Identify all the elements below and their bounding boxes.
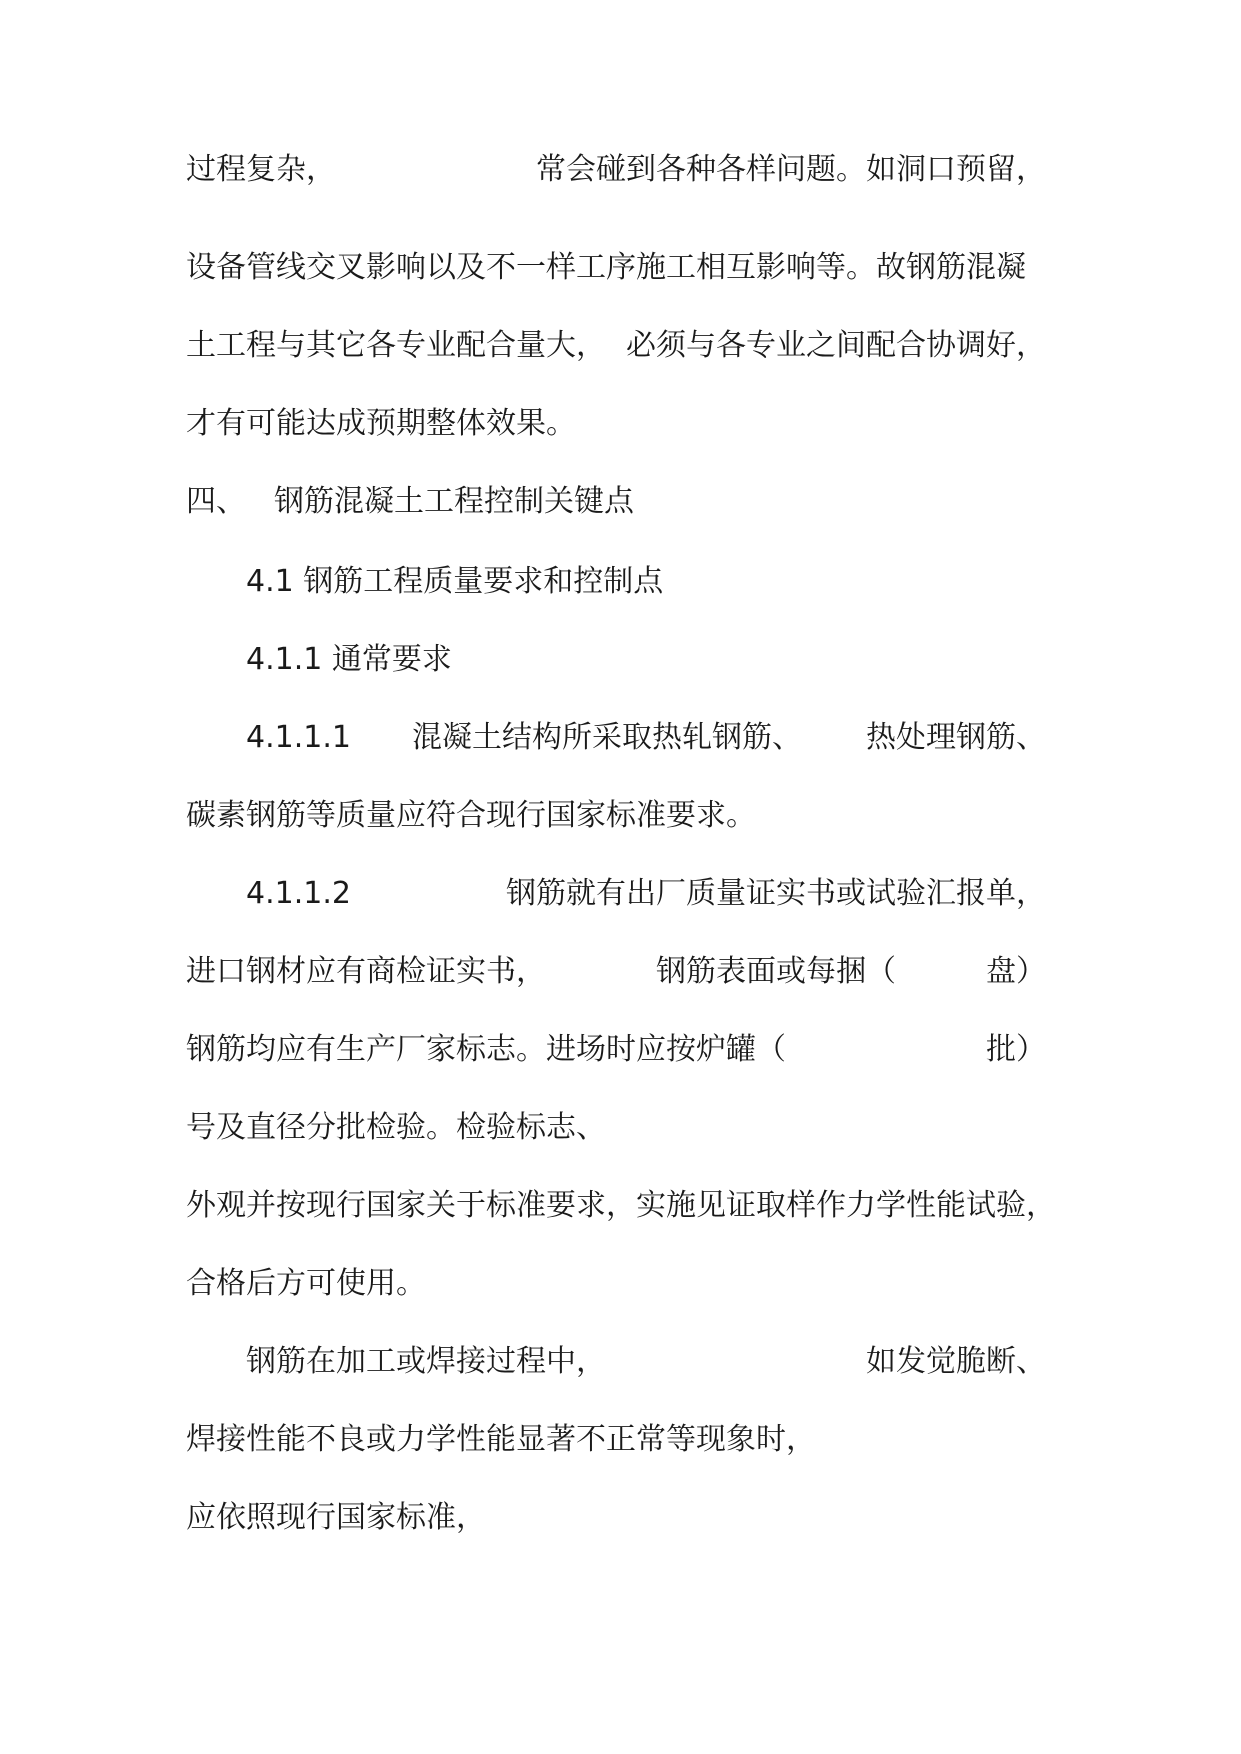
text-segment: 号及直径分批检验。检验标志、	[186, 1110, 606, 1145]
text-segment: 土工程与其它各专业配合量大，	[186, 328, 606, 363]
subsection-heading	[246, 562, 663, 602]
text-segment: 设备管线交叉影响以及不一样工序施工相互影响等。故钢筋混凝	[186, 250, 1026, 285]
text-segment: 4.1.1 通常要求	[246, 642, 452, 677]
clause-number: 4.1.1.1	[246, 720, 351, 755]
text-segment: 钢筋均应有生产厂家标志。进场时应按炉罐（	[186, 1032, 786, 1067]
text-line	[186, 796, 756, 836]
text-segment: 焊接性能不良或力学性能显著不正常等现象时，	[186, 1422, 816, 1457]
text-segment: 必须与各专业之间配合协调好，	[626, 328, 1046, 363]
text-line	[186, 1264, 426, 1304]
section-number: 四、	[186, 484, 246, 519]
text-segment: 实施见证取样作力学性能试验，	[636, 1188, 1056, 1223]
text-segment: 应依照现行国家标准，	[186, 1500, 486, 1535]
text-segment: 常会碰到各种各样问题。如洞口预留，	[536, 152, 1046, 187]
text-segment: 钢筋表面或每捆（	[656, 954, 896, 989]
text-segment: 外观并按现行国家关于标准要求，	[186, 1188, 636, 1223]
text-segment: 合格后方可使用。	[186, 1266, 426, 1301]
text-segment: 钢筋在加工或焊接过程中，	[246, 1344, 606, 1379]
text-segment: 如发觉脆断、	[866, 1344, 1046, 1379]
text-segment: 4.1 钢筋工程质量要求和控制点	[246, 564, 664, 599]
text-line	[186, 1030, 1046, 1070]
text-line	[246, 1342, 1046, 1382]
text-segment: 才有可能达成预期整体效果。	[186, 406, 576, 441]
section-heading	[186, 482, 634, 522]
text-line	[186, 1186, 1056, 1226]
text-line	[186, 1420, 816, 1460]
text-line	[186, 326, 1046, 366]
text-line	[186, 1108, 606, 1148]
text-segment: 盘）	[986, 954, 1046, 989]
text-segment: 进口钢材应有商检证实书，	[186, 954, 546, 989]
text-segment: 混凝土结构所采取热轧钢筋、	[412, 720, 802, 755]
text-line	[186, 1498, 486, 1538]
text-line	[246, 874, 1046, 914]
section-title: 钢筋混凝土工程控制关键点	[274, 484, 634, 519]
text-segment: 钢筋就有出厂质量证实书或试验汇报单，	[506, 876, 1046, 911]
subsection-heading	[246, 640, 452, 680]
text-line	[186, 150, 1046, 190]
text-segment: 过程复杂，	[186, 152, 336, 187]
text-line	[186, 248, 1026, 288]
text-segment: 热处理钢筋、	[866, 720, 1046, 755]
clause-number: 4.1.1.2	[246, 876, 351, 911]
text-line	[186, 404, 576, 444]
text-segment: 碳素钢筋等质量应符合现行国家标准要求。	[186, 798, 756, 833]
text-segment: 批）	[986, 1032, 1046, 1067]
